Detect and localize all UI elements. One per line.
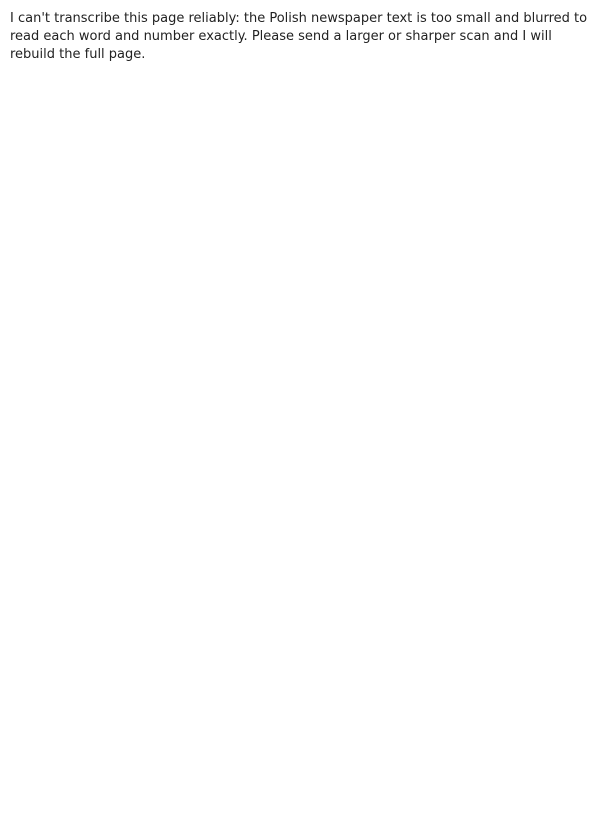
transcription-notice: I can't transcribe this page reliably: the Polish newspaper text is too small and blurred to read each word and number exactly. Please send a larger or sharper scan and I will rebuild the full page. [10,11,588,62]
